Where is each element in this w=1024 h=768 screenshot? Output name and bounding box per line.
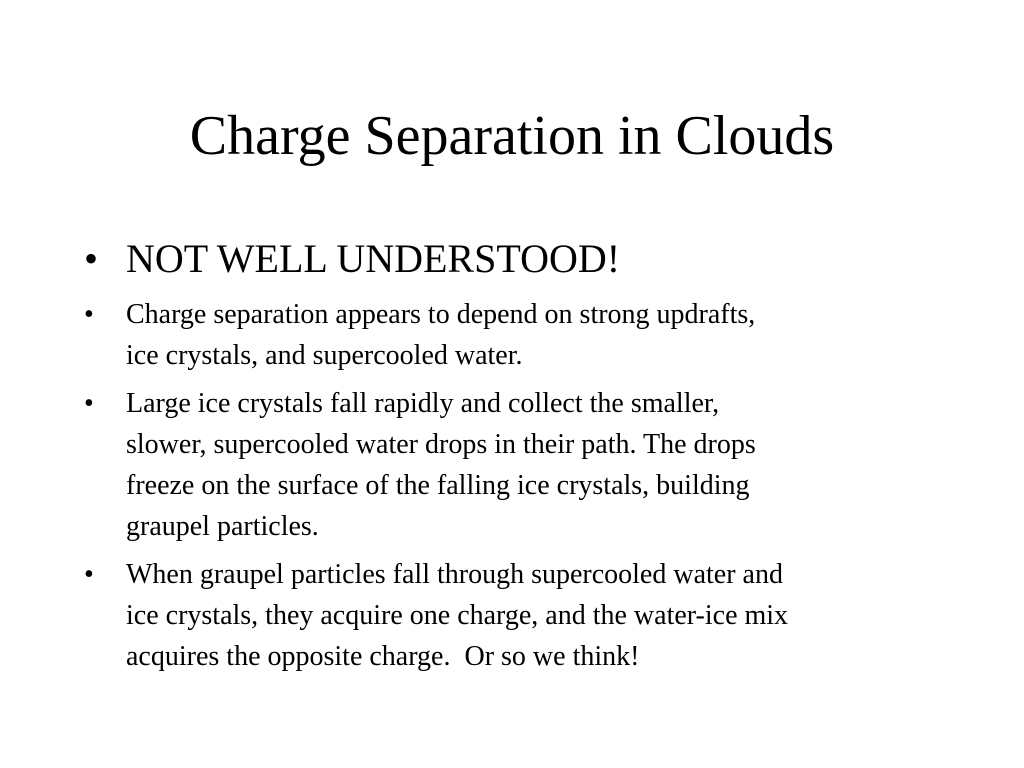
bullet-item <box>84 554 954 677</box>
bullet-item <box>84 230 954 288</box>
bullet-dot: • <box>84 559 94 590</box>
bullet-text: When graupel particles fall through supercooled water and ice crystals, they acquire one charge, and the water-ice mix acquires the opposite charge. Or so we think! <box>126 559 789 672</box>
bullet-dot: • <box>84 388 94 419</box>
bullet-dot: • <box>84 236 99 281</box>
bullet-text: Charge separation appears to depend on strong updrafts, ice crystals, and supercooled water. <box>126 299 756 371</box>
bullet-text: Large ice crystals fall rapidly and collect the smaller, slower, supercooled water drops in their path. The drops freeze on the surface of the falling ice crystals, building graupel particles. <box>126 388 756 542</box>
bullet-dot: • <box>84 299 94 330</box>
slide-title: Charge Separation in Clouds <box>189 105 835 167</box>
bullet-text: NOT WELL UNDERSTOOD! <box>126 236 621 281</box>
bullet-list <box>84 230 954 684</box>
bullet-item <box>84 383 954 547</box>
bullet-item <box>84 294 954 376</box>
